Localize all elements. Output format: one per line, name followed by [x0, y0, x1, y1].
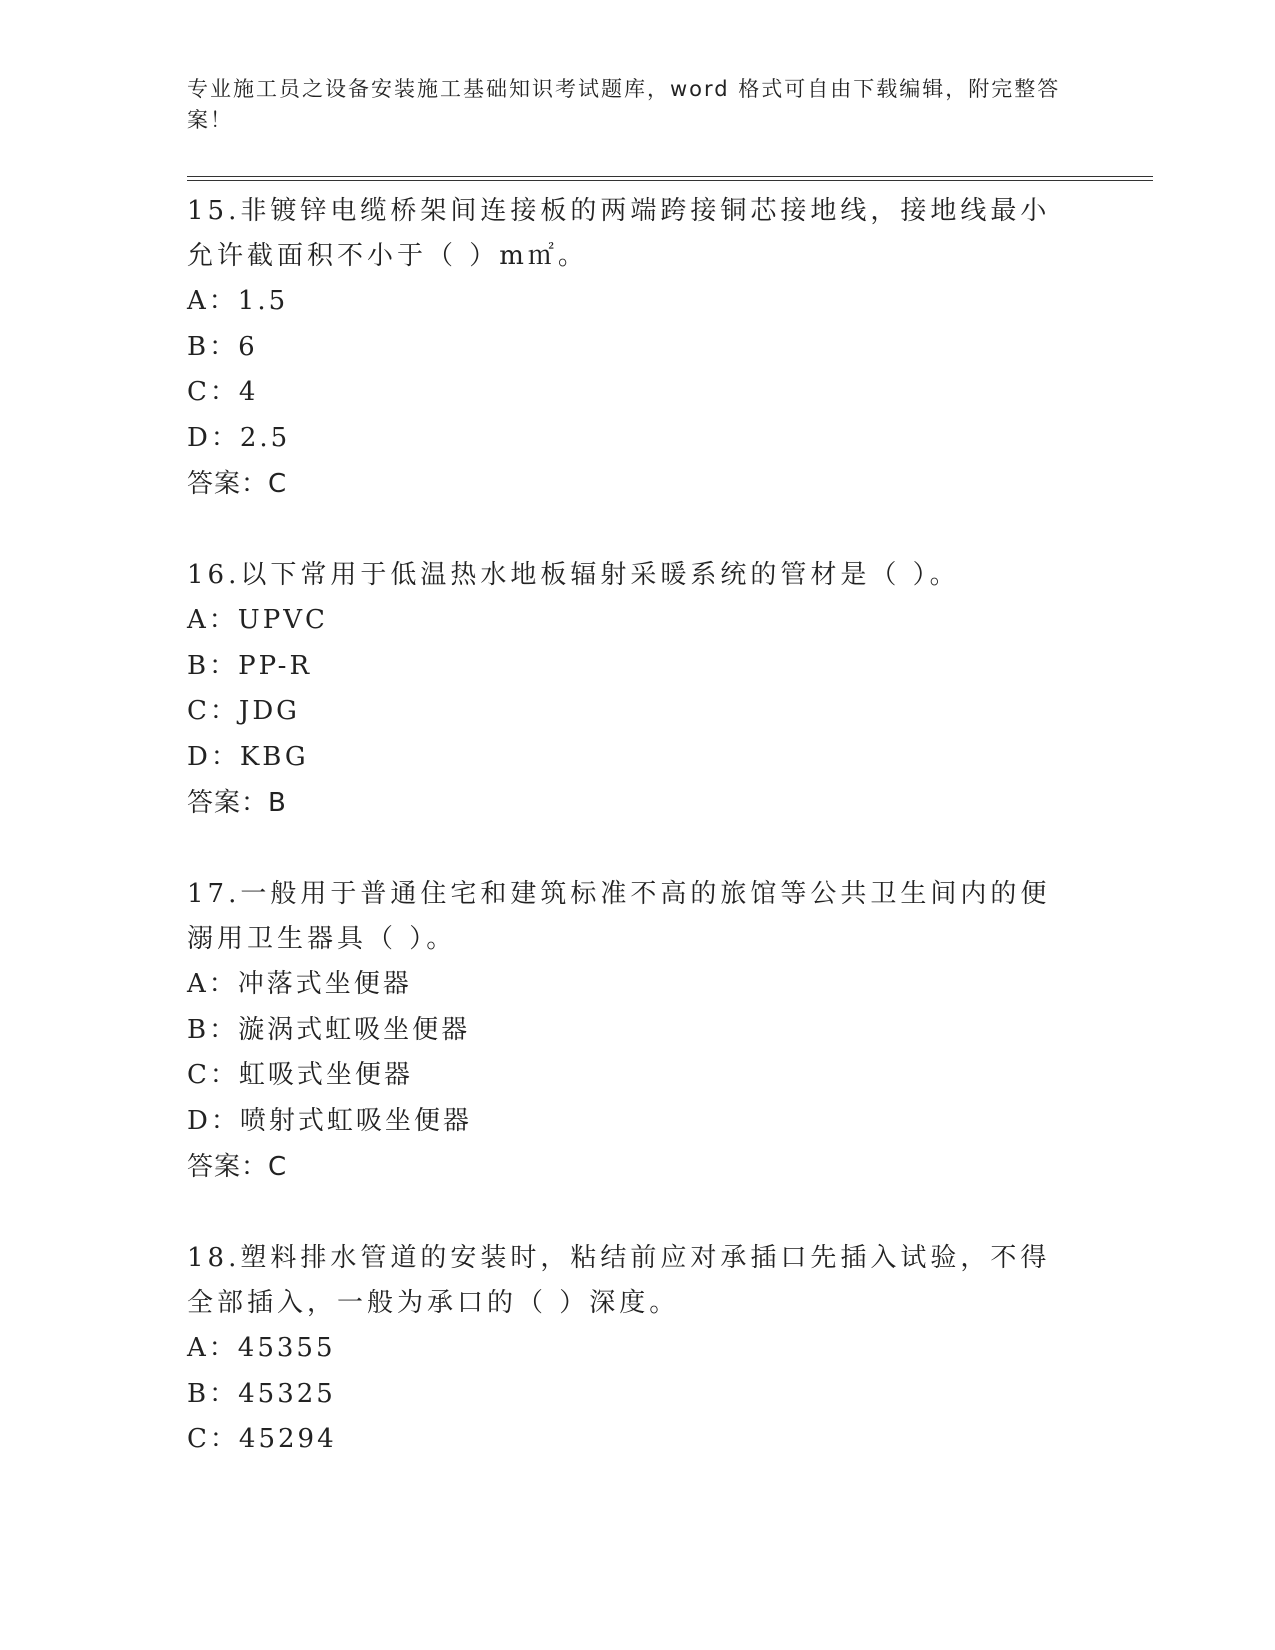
- option-b: [187, 1372, 1077, 1418]
- question-17: [187, 872, 1077, 1190]
- option-value: 45325: [238, 1378, 336, 1409]
- option-d: [187, 735, 1077, 781]
- option-value: 喷射式虹吸坐便器: [239, 1105, 472, 1136]
- option-letter: A：: [187, 1333, 238, 1363]
- option-letter: D：: [187, 422, 240, 453]
- option-value: UPVC: [237, 605, 328, 635]
- option-value: 6: [238, 331, 258, 362]
- option-value: 45294: [238, 1424, 337, 1454]
- option-value: 45355: [237, 1333, 336, 1363]
- option-letter: A：: [187, 286, 238, 316]
- option-b: [187, 1008, 1077, 1054]
- question-text: 17.一般用于普通住宅和建筑标准不高的旅馆等公共卫生间内的便溺用卫生器具（ ）。: [187, 879, 1051, 954]
- option-letter: D：: [187, 1105, 240, 1136]
- option-letter: C：: [187, 377, 239, 407]
- question-text: 15.非镀锌电缆桥架间连接板的两端跨接铜芯接地线，接地线最小允许截面积不小于（ ）m㎡。: [187, 196, 1051, 271]
- question-list: [187, 189, 1077, 1463]
- option-d: [187, 416, 1077, 462]
- option-a: [187, 1326, 1077, 1372]
- option-b: [187, 325, 1077, 371]
- option-a: [187, 279, 1077, 325]
- option-letter: B：: [187, 650, 239, 681]
- option-letter: A：: [187, 605, 238, 635]
- option-value: 2.5: [239, 422, 291, 453]
- option-c: [187, 370, 1077, 416]
- question-15: [187, 189, 1077, 507]
- option-a: [187, 598, 1077, 644]
- header-divider-top: [187, 176, 1153, 177]
- option-d: [187, 1099, 1077, 1145]
- option-b: [187, 644, 1077, 690]
- answer-line: 答案：C: [187, 1152, 288, 1182]
- option-letter: C：: [187, 696, 239, 726]
- question-text: 16.以下常用于低温热水地板辐射采暖系统的管材是（ ）。: [187, 560, 960, 590]
- option-letter: B：: [187, 331, 239, 362]
- option-value: PP-R: [238, 650, 313, 681]
- option-c: [187, 689, 1077, 735]
- option-a: [187, 962, 1077, 1008]
- option-letter: A：: [187, 969, 238, 999]
- option-letter: C：: [187, 1424, 239, 1454]
- question-18: [187, 1236, 1077, 1463]
- option-letter: C：: [187, 1060, 239, 1090]
- option-value: 漩涡式虹吸坐便器: [238, 1014, 471, 1045]
- document-header: 专业施工员之设备安装施工基础知识考试题库，word 格式可自由下载编辑，附完整答案！: [187, 77, 1061, 132]
- option-letter: B：: [187, 1014, 239, 1045]
- header-divider-bottom: [187, 180, 1153, 181]
- option-letter: B：: [187, 1378, 239, 1409]
- option-value: KBG: [239, 741, 309, 772]
- option-value: JDG: [238, 696, 300, 726]
- answer-line: 答案：B: [187, 788, 287, 818]
- option-value: 虹吸式坐便器: [238, 1060, 413, 1090]
- answer-line: 答案：C: [187, 469, 288, 499]
- option-c: [187, 1417, 1077, 1463]
- option-value: 4: [238, 377, 259, 407]
- option-c: [187, 1053, 1077, 1099]
- option-value: 冲落式坐便器: [237, 969, 412, 999]
- question-text: 18.塑料排水管道的安装时，粘结前应对承插口先插入试验，不得全部插入，一般为承口的（ ）深度。: [187, 1243, 1051, 1318]
- option-value: 1.5: [237, 286, 289, 316]
- question-16: [187, 553, 1077, 826]
- option-letter: D：: [187, 741, 240, 772]
